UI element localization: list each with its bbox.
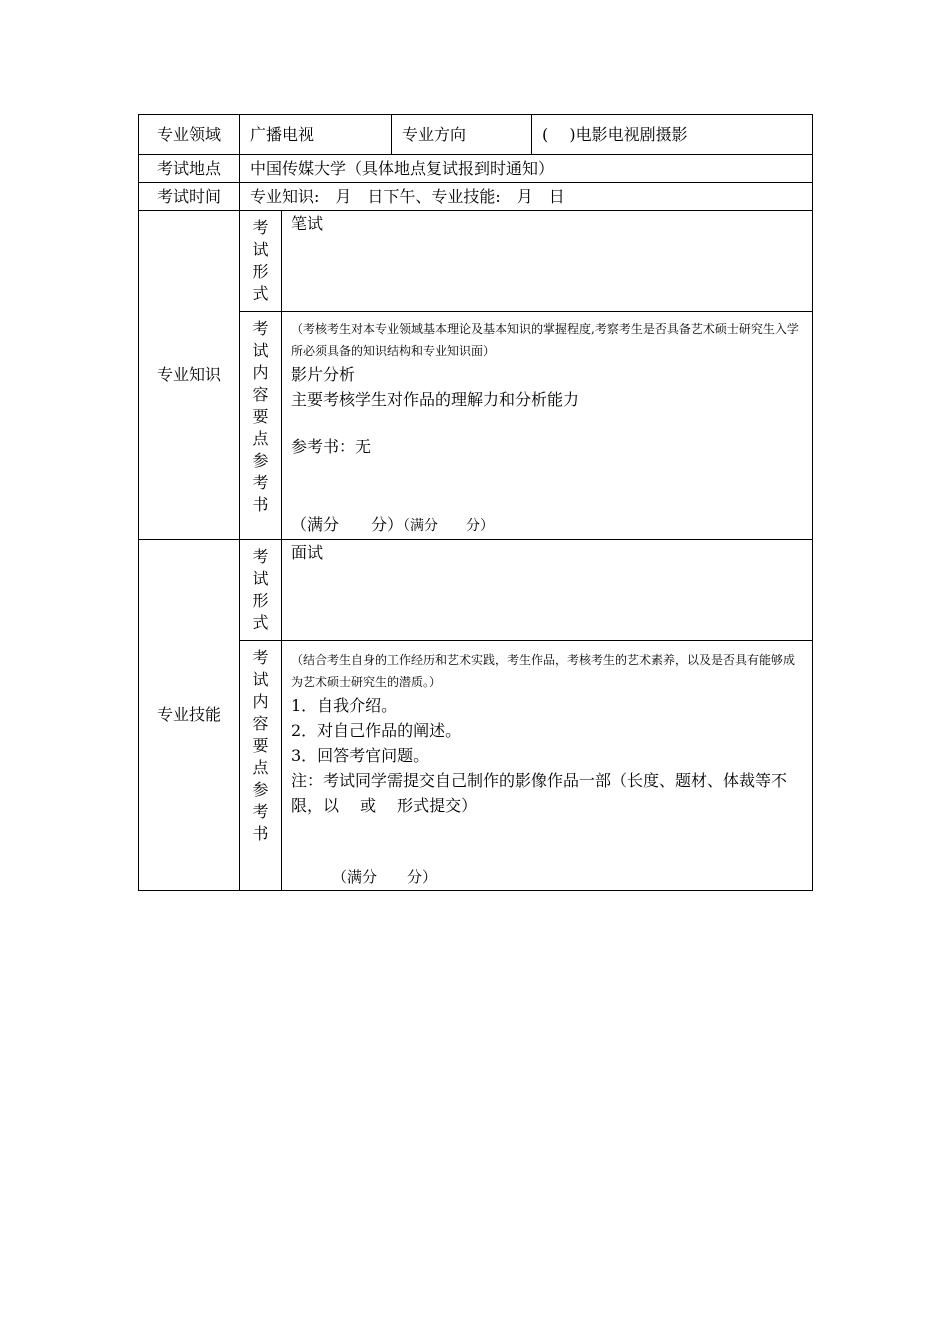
skill-form-label: 考 试 形 式: [240, 540, 282, 641]
knowledge-content-cell: [282, 312, 813, 540]
knowledge-content-note: （考核考生对本专业领域基本理论及基本知识的掌握程度,考察考生是否具备艺术硕士研究生入学所必须具备的知识结构和专业知识面）: [291, 322, 799, 358]
row-knowledge-content: [139, 312, 813, 540]
skill-form-value: 面试: [291, 543, 324, 562]
row-time: [139, 183, 813, 211]
row-knowledge-form: [139, 211, 813, 312]
knowledge-form-value: 笔试: [291, 214, 324, 233]
field-label: 专业领域: [139, 115, 240, 155]
knowledge-form-value-cell: [282, 211, 813, 312]
row-skill-content: [139, 641, 813, 891]
knowledge-content-line: [291, 412, 806, 434]
direction-label: 专业方向: [392, 115, 532, 155]
knowledge-content-line: 影片分析: [291, 365, 356, 384]
knowledge-content-line: 参考书：无: [291, 437, 372, 456]
skill-content-label: 考 试 内 容 要 点 参 考 书: [240, 641, 282, 891]
row-field: [139, 115, 813, 155]
knowledge-score: （满分 分）（满分 分）: [291, 515, 495, 534]
row-skill-form: [139, 540, 813, 641]
knowledge-form-label: 考 试 形 式: [240, 211, 282, 312]
location-value: 中国传媒大学（具体地点复试报到时通知）: [240, 155, 813, 183]
skill-content-line: 3．回答考官问题。: [291, 746, 430, 765]
skill-score: （满分 分）: [332, 868, 438, 886]
knowledge-section-label: 专业知识: [139, 211, 240, 540]
knowledge-content-label: 考 试 内 容 要 点 参 考 书: [240, 312, 282, 540]
skill-section-label: 专业技能: [139, 540, 240, 891]
time-value: 专业知识: 月 日下午、专业技能: 月 日: [240, 183, 813, 211]
direction-value: ( )电影电视剧摄影: [532, 115, 813, 155]
row-location: [139, 155, 813, 183]
knowledge-content-line: 主要考核学生对作品的理解力和分析能力: [291, 390, 580, 409]
exam-info-table: [138, 114, 813, 891]
skill-content-cell: [282, 641, 813, 891]
skill-content-line: 2．对自己作品的阐述。: [291, 721, 462, 740]
skill-form-value-cell: [282, 540, 813, 641]
time-label: 考试时间: [139, 183, 240, 211]
location-label: 考试地点: [139, 155, 240, 183]
skill-content-note: （结合考生自身的工作经历和艺术实践，考生作品，考核考生的艺术素养，以及是否具有能够成为艺术硕士研究生的潜质。）: [291, 653, 796, 689]
field-value: 广播电视: [240, 115, 392, 155]
skill-content-line: 1．自我介绍。: [291, 696, 398, 715]
skill-content-note-line: 注：考试同学需提交自己制作的影像作品一部（长度、题材、体裁等不限，以 或 形式提交）: [291, 771, 788, 815]
